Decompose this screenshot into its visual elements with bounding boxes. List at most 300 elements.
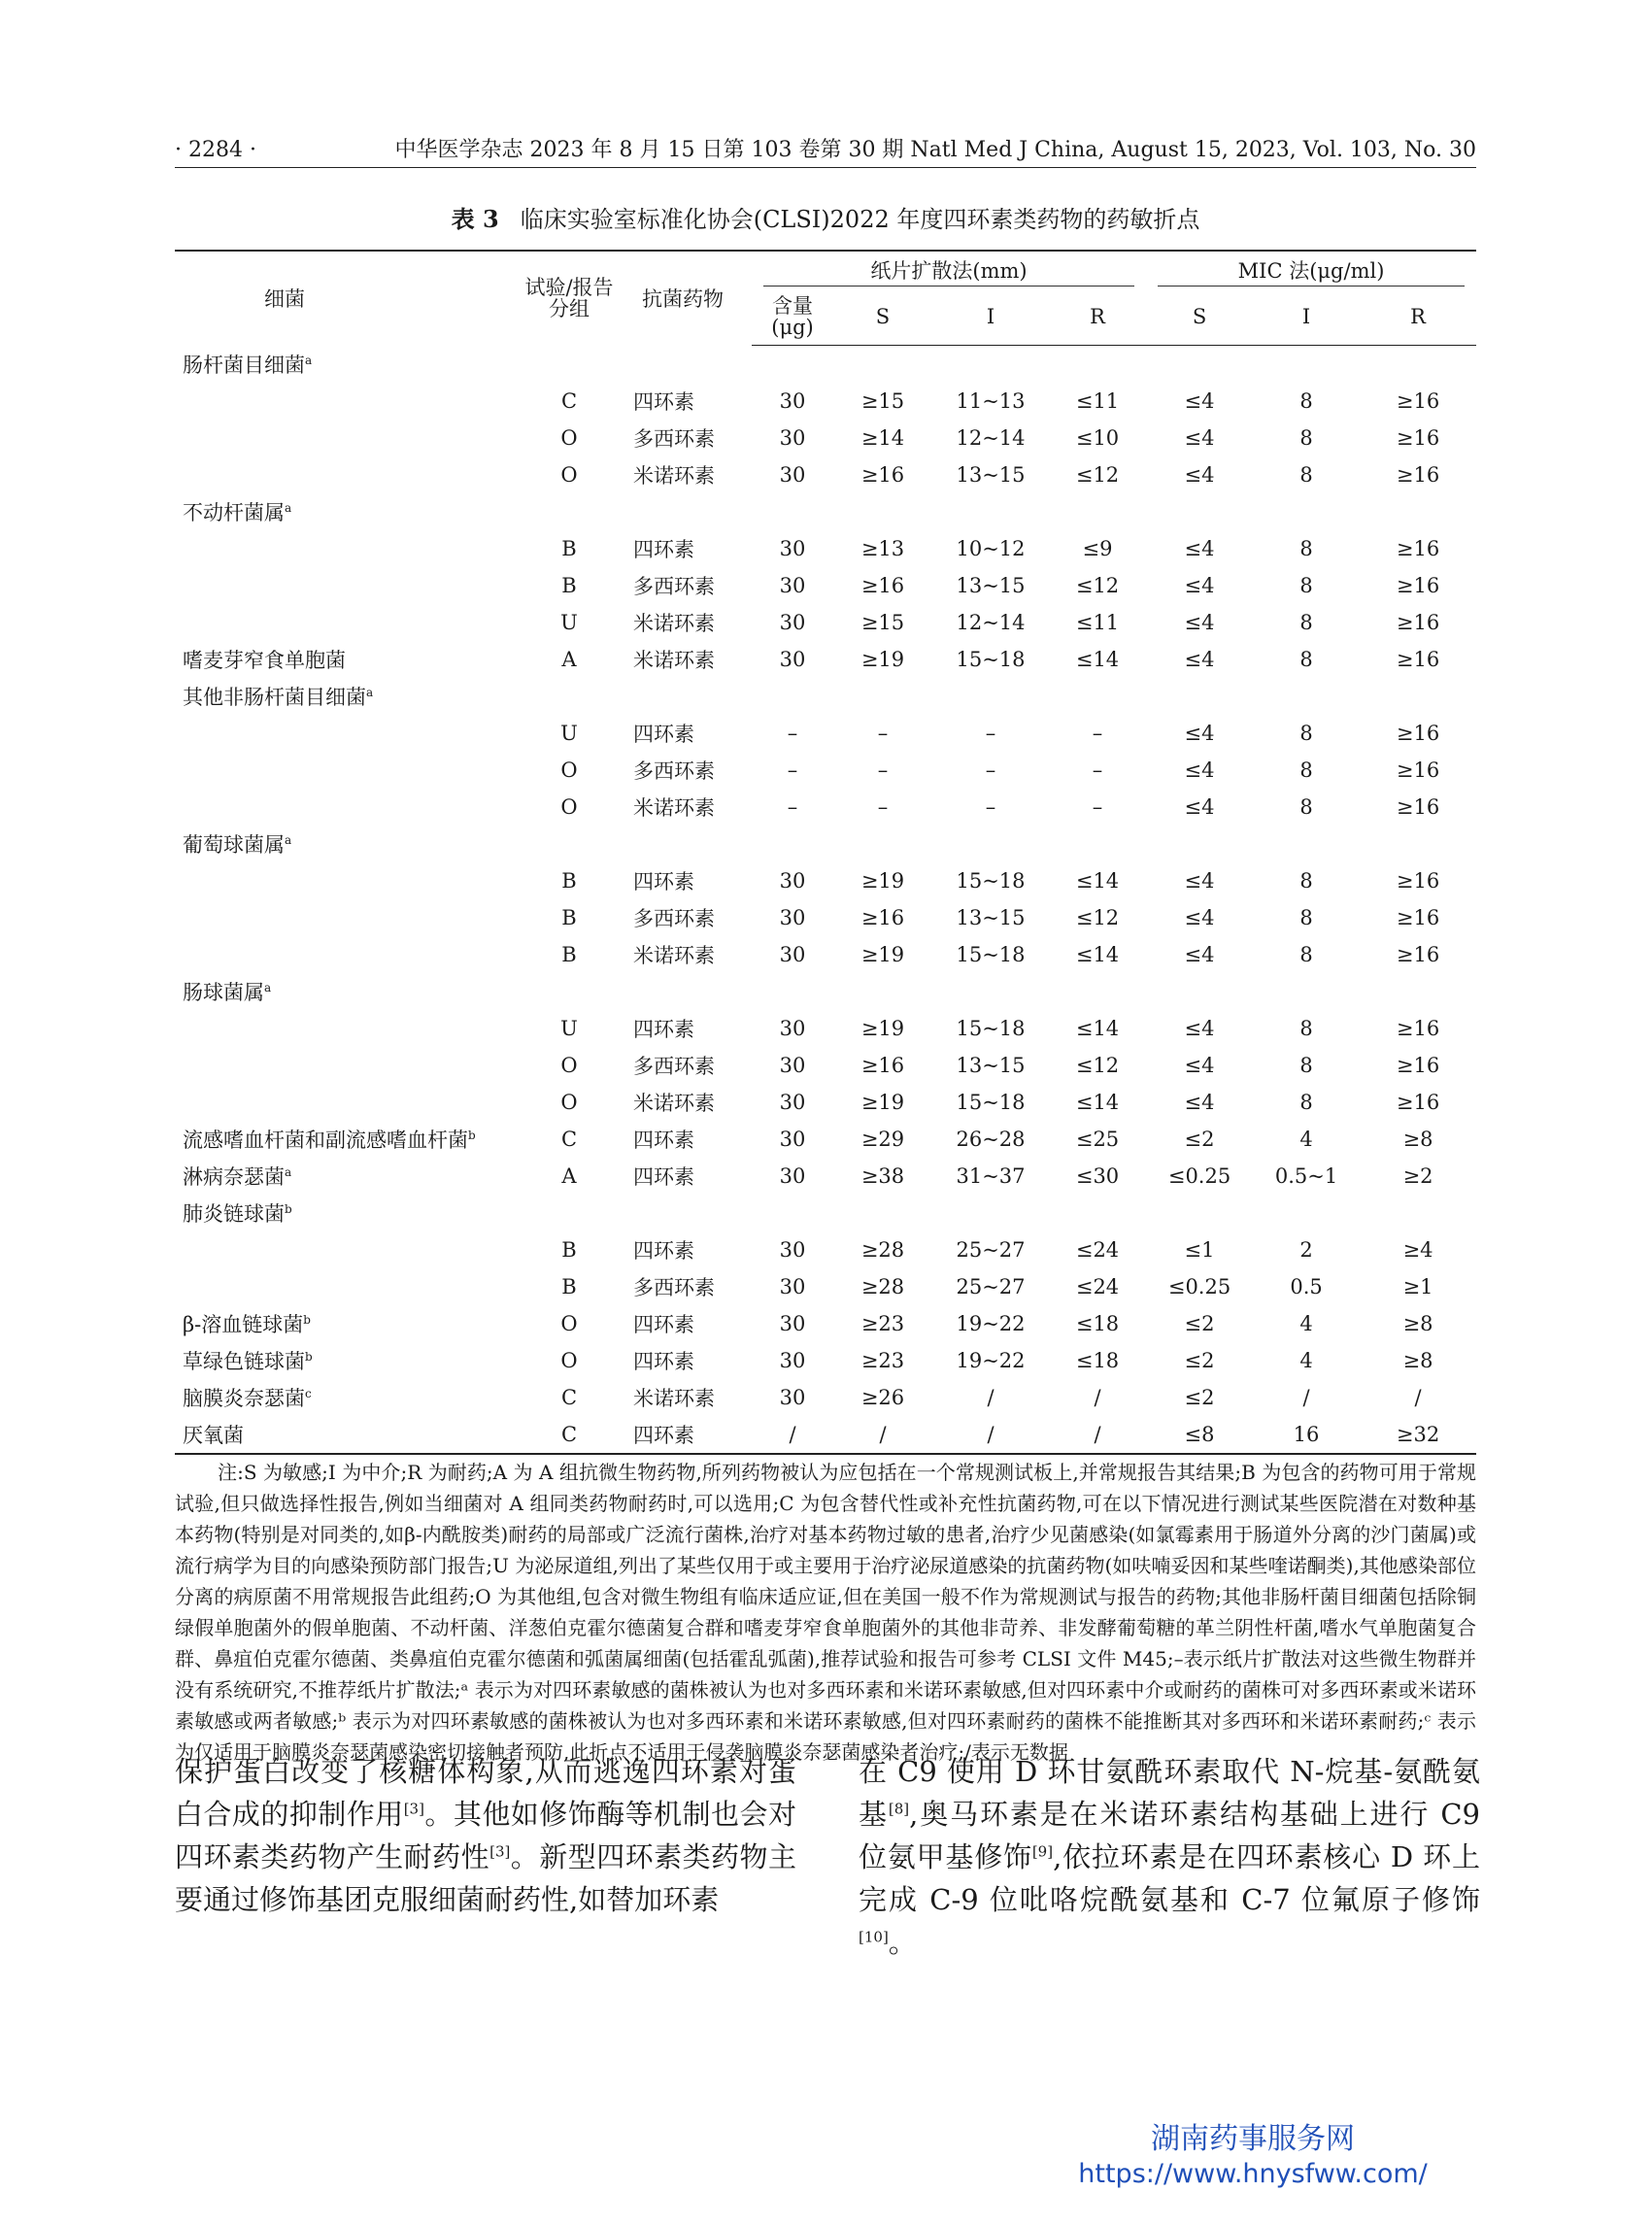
mic-s-cell bbox=[1146, 493, 1253, 530]
disk-s-cell bbox=[833, 493, 932, 530]
page-number: · 2284 · bbox=[175, 138, 256, 162]
content-cell: 30 bbox=[779, 906, 806, 929]
drug-cell: 多西环素 bbox=[633, 427, 715, 451]
disk-s-cell: ≥19 bbox=[860, 1017, 905, 1040]
disk-i-cell: 13~15 bbox=[956, 574, 1026, 597]
disk-s-cell: ≥23 bbox=[860, 1312, 905, 1335]
mic-r-cell bbox=[1360, 1195, 1476, 1231]
disk-i-cell: 26~28 bbox=[956, 1128, 1026, 1151]
drug-row bbox=[175, 530, 1476, 567]
group-cell: A bbox=[561, 648, 577, 671]
disk-s-cell: ≥16 bbox=[860, 463, 905, 487]
mic-s-cell: ≤4 bbox=[1184, 389, 1215, 413]
group-cell: B bbox=[561, 537, 577, 560]
bacteria-name-cell bbox=[175, 715, 524, 752]
group-cell: A bbox=[561, 1164, 577, 1188]
content-cell: 30 bbox=[779, 463, 806, 487]
disk-r-cell: ≤14 bbox=[1075, 648, 1120, 671]
bacteria-name-cell bbox=[175, 456, 524, 493]
citation-ref: [9] bbox=[1031, 1842, 1054, 1861]
group-cell: B bbox=[561, 1238, 577, 1262]
disk-s-cell: ≥14 bbox=[860, 426, 905, 450]
content-cell: 30 bbox=[779, 1017, 806, 1040]
bacteria-row bbox=[175, 346, 1476, 384]
bacteria-name-cell bbox=[175, 1084, 524, 1121]
content-cell bbox=[752, 973, 833, 1010]
mic-s-cell: ≤4 bbox=[1184, 574, 1215, 597]
disk-r-cell bbox=[1049, 973, 1146, 1010]
disk-r-cell: ≤10 bbox=[1075, 426, 1120, 450]
disk-r-cell: ≤18 bbox=[1075, 1349, 1120, 1372]
disk-i-cell bbox=[932, 973, 1049, 1010]
group-cell bbox=[524, 346, 614, 384]
disk-s-cell: ≥28 bbox=[860, 1238, 905, 1262]
citation-ref: [8] bbox=[888, 1800, 910, 1818]
drug-cell: 四环素 bbox=[633, 1350, 694, 1373]
group-cell: C bbox=[560, 1386, 578, 1409]
drug-cell: 四环素 bbox=[633, 1239, 694, 1263]
drug-row bbox=[175, 383, 1476, 420]
content-cell bbox=[752, 346, 833, 384]
disk-i-cell: 15~18 bbox=[956, 943, 1026, 966]
group-cell bbox=[524, 678, 614, 715]
bacteria-name-cell: β-溶血链球菌$^b$ bbox=[183, 1313, 311, 1336]
mic-s-cell: ≤8 bbox=[1146, 1416, 1253, 1454]
table-title: 临床实验室标准化协会(CLSI)2022 年度四环素类药物的药敏折点 bbox=[520, 206, 1200, 233]
disk-s-cell: / bbox=[833, 1416, 932, 1454]
bacteria-name-cell bbox=[175, 1268, 524, 1305]
mic-i-cell: 8 bbox=[1299, 648, 1313, 671]
citation-ref: [10] bbox=[859, 1928, 889, 1946]
disk-s-cell: ≥26 bbox=[860, 1386, 905, 1409]
disk-s-cell bbox=[833, 346, 932, 384]
group-cell: O bbox=[560, 1349, 578, 1372]
mic-s-cell: ≤2 bbox=[1184, 1312, 1215, 1335]
watermark-site-name: 湖南药事服务网 bbox=[1151, 2122, 1355, 2156]
group-cell: O bbox=[560, 463, 578, 487]
breakpoint-table bbox=[175, 250, 1476, 1455]
mic-s-cell bbox=[1146, 678, 1253, 715]
group-cell: B bbox=[561, 1275, 577, 1298]
mic-s-cell: ≤4 bbox=[1184, 722, 1215, 745]
bacteria-name-cell bbox=[175, 899, 524, 936]
bacteria-name-cell: 肠球菌属$^a$ bbox=[183, 981, 272, 1004]
group-cell: B bbox=[561, 943, 577, 966]
body-text-left-column: 保护蛋白改变了核糖体构象,从而逃逸四环素对蛋白合成的抑制作用[3]。其他如修饰酶等机制也会对四环素类药物产生耐药性[3]。新型四环素类药物主要通过修饰基团克服细菌耐药性,如替加环素 bbox=[175, 1755, 796, 1916]
drug-row bbox=[175, 1231, 1476, 1268]
mic-s-cell: ≤4 bbox=[1184, 1017, 1215, 1040]
disk-r-cell bbox=[1049, 346, 1146, 384]
mic-r-cell bbox=[1360, 826, 1476, 862]
disk-s-cell: ≥15 bbox=[860, 611, 905, 634]
content-cell: 30 bbox=[779, 611, 806, 634]
content-cell: 30 bbox=[779, 1238, 806, 1262]
bacteria-row bbox=[175, 973, 1476, 1010]
drug-cell bbox=[614, 1195, 752, 1231]
disk-i-cell: 15~18 bbox=[956, 869, 1026, 893]
group-cell bbox=[524, 973, 614, 1010]
header-bacteria: 细菌 bbox=[175, 251, 524, 346]
disk-s-cell bbox=[833, 826, 932, 862]
drug-row bbox=[175, 456, 1476, 493]
mic-s-cell: ≤1 bbox=[1184, 1238, 1215, 1262]
disk-i-cell: 25~27 bbox=[956, 1275, 1026, 1298]
content-cell: / bbox=[752, 1416, 833, 1454]
header-disk-r: R bbox=[1049, 288, 1146, 346]
mic-r-cell: ≥16 bbox=[1396, 795, 1440, 819]
mic-r-cell: ≥16 bbox=[1396, 1017, 1440, 1040]
disk-i-cell bbox=[932, 493, 1049, 530]
disk-r-cell: ≤9 bbox=[1082, 537, 1113, 560]
mic-i-cell: 0.5~1 bbox=[1274, 1164, 1338, 1188]
group-cell: U bbox=[560, 611, 578, 634]
mic-s-cell: ≤4 bbox=[1184, 943, 1215, 966]
mic-s-cell: ≤2 bbox=[1184, 1386, 1215, 1409]
bacteria-name-cell bbox=[175, 383, 524, 420]
content-cell: 30 bbox=[779, 1164, 806, 1188]
mic-r-cell: ≥8 bbox=[1402, 1349, 1433, 1372]
content-cell: 30 bbox=[779, 426, 806, 450]
disk-r-cell: ≤14 bbox=[1075, 943, 1120, 966]
citation-ref: [3] bbox=[489, 1842, 511, 1861]
citation-ref: [3] bbox=[403, 1800, 424, 1818]
mic-i-cell: 8 bbox=[1299, 611, 1313, 634]
disk-s-cell: – bbox=[877, 795, 889, 819]
disk-r-cell: – bbox=[1092, 759, 1103, 782]
mic-s-cell: ≤4 bbox=[1184, 869, 1215, 893]
content-cell bbox=[752, 1195, 833, 1231]
mic-s-cell: ≤0.25 bbox=[1167, 1275, 1231, 1298]
drug-cell: 米诺环素 bbox=[633, 649, 715, 672]
disk-r-cell: ≤14 bbox=[1075, 1017, 1120, 1040]
header-mic-s: S bbox=[1146, 288, 1253, 346]
bacteria-name-cell bbox=[175, 1047, 524, 1084]
mic-i-cell bbox=[1253, 973, 1360, 1010]
bacteria-name-cell bbox=[175, 789, 524, 826]
content-cell: – bbox=[787, 759, 798, 782]
mic-i-cell: 8 bbox=[1299, 1017, 1313, 1040]
drug-cell: 米诺环素 bbox=[633, 612, 715, 635]
bacteria-name-cell bbox=[175, 936, 524, 973]
mic-i-cell: 16 bbox=[1253, 1416, 1360, 1454]
header-mic: MIC 法(μg/ml) bbox=[1146, 251, 1476, 288]
mic-i-cell: 8 bbox=[1299, 463, 1313, 487]
mic-r-cell: ≥16 bbox=[1396, 426, 1440, 450]
mic-r-cell: ≥4 bbox=[1402, 1238, 1433, 1262]
drug-cell: 米诺环素 bbox=[633, 1387, 715, 1410]
disk-s-cell: ≥29 bbox=[860, 1128, 905, 1151]
footnote-text: 注:S 为敏感;I 为中介;R 为耐药;A 为 A 组抗微生物药物,所列药物被认为应包括在一个常规测试板上,并常规报告其结果;B 为包含的药物可用于常规试验,但只做选择性报告,例如当细菌对 A 组同类药物耐药时,可以选用;C 为包含替代性或补充性抗菌药物,可在以下情况进行测试某些医院潜在对数种基本药物(特别是对同类的,如β-内酰胺类)耐药的局部或广泛流行菌株,治疗对基本药物过敏的患者,治疗少见菌感染(如氯霉素用于肠道外分离的沙门菌属)或流行病学为目的向感染预防部门报告;U 为泌尿道组,列出了某些仅用于或主要用于治疗泌尿道感染的抗菌药物(如呋喃妥因和某些喹诺酮类),其他感染部位分离的病原菌不用常规报告此组药;O 为其他组,包含对微生物组有临床适应证,但在美国一般不作为常规测试与报告的药物;其他非肠杆菌目细菌包括除铜绿假单胞菌外的假单胞菌、不动杆菌、洋葱伯克霍尔德菌复合群和嗜麦芽窄食单胞菌外的其他非苛养、非发酵葡萄糖的革兰阴性杆菌,嗜水气单胞菌复合群、鼻疽伯克霍尔德菌、类鼻疽伯克霍尔德菌和弧菌属细菌(包括霍乱弧菌),推荐试验和报告可参考 CLSI 文件 M45;–表示纸片扩散法对这些微生物群并没有系统研究,不推荐纸片扩散法;ᵃ 表示为对四环素敏感的菌株被认为也对多西环素和米诺环素敏感,但对四环素中介或耐药的菌株可对多西环素或米诺环素敏感或两者敏感;ᵇ 表示为对四环素敏感的菌株被认为也对多西环素和米诺环素敏感,但对四环素耐药的菌株不能推断其对多西环和米诺环素耐药;ᶜ 表示为仅适用于脑膜炎奈瑟菌感染密切接触者预防,此折点不适用于侵袭脑膜炎奈瑟菌感染者治疗;/表示无数据 bbox=[175, 1461, 1476, 1764]
content-cell: 30 bbox=[779, 1312, 806, 1335]
disk-r-cell: / bbox=[1094, 1386, 1101, 1409]
disk-i-cell: 12~14 bbox=[956, 611, 1026, 634]
mic-i-cell: 8 bbox=[1299, 574, 1313, 597]
disk-r-cell: ≤12 bbox=[1075, 1054, 1120, 1077]
watermark-url[interactable]: https://www.hnysfww.com/ bbox=[1078, 2159, 1428, 2189]
mic-r-cell bbox=[1360, 678, 1476, 715]
drug-cell bbox=[614, 678, 752, 715]
mic-i-cell bbox=[1253, 493, 1360, 530]
mic-r-cell: ≥16 bbox=[1396, 537, 1440, 560]
drug-row bbox=[175, 715, 1476, 752]
bacteria-name-cell: 嗜麦芽窄食单胞菌 bbox=[183, 649, 346, 672]
disk-i-cell: / bbox=[932, 1416, 1049, 1454]
drug-cell bbox=[614, 973, 752, 1010]
mic-r-cell: ≥16 bbox=[1396, 389, 1440, 413]
mic-s-cell bbox=[1146, 1195, 1253, 1231]
disk-r-cell bbox=[1049, 826, 1146, 862]
disk-i-cell bbox=[932, 678, 1049, 715]
disk-r-cell: ≤30 bbox=[1075, 1164, 1120, 1188]
group-cell: O bbox=[560, 1091, 578, 1114]
disk-r-cell: ≤24 bbox=[1075, 1238, 1120, 1262]
mic-s-cell: ≤4 bbox=[1184, 463, 1215, 487]
drug-row bbox=[175, 899, 1476, 936]
mic-s-cell: ≤4 bbox=[1184, 648, 1215, 671]
table-caption bbox=[175, 204, 1476, 235]
disk-i-cell: 11~13 bbox=[956, 389, 1026, 413]
bacteria-name-cell: 流感嗜血杆菌和副流感嗜血杆菌$^b$ bbox=[183, 1129, 476, 1152]
running-header bbox=[175, 134, 1476, 168]
drug-cell: 四环素 bbox=[633, 538, 694, 561]
group-cell: O bbox=[560, 426, 578, 450]
mic-r-cell: ≥2 bbox=[1402, 1164, 1433, 1188]
mic-s-cell: ≤4 bbox=[1184, 426, 1215, 450]
disk-i-cell: 13~15 bbox=[956, 906, 1026, 929]
group-cell: C bbox=[560, 389, 578, 413]
disk-i-cell: 15~18 bbox=[956, 1017, 1026, 1040]
disk-r-cell: ≤18 bbox=[1075, 1312, 1120, 1335]
mic-i-cell: 2 bbox=[1299, 1238, 1313, 1262]
disk-s-cell: ≥19 bbox=[860, 1091, 905, 1114]
drug-row bbox=[175, 862, 1476, 899]
group-cell bbox=[524, 1195, 614, 1231]
drug-row bbox=[175, 420, 1476, 456]
bacteria-name-cell: 厌氧菌 bbox=[175, 1416, 524, 1454]
disk-s-cell: – bbox=[877, 759, 889, 782]
drug-cell: 四环素 bbox=[633, 1129, 694, 1152]
bacteria-row bbox=[175, 641, 1476, 678]
disk-i-cell: 12~14 bbox=[956, 426, 1026, 450]
bacteria-row bbox=[175, 1195, 1476, 1231]
mic-i-cell: 8 bbox=[1299, 869, 1313, 893]
drug-cell: 米诺环素 bbox=[633, 944, 715, 967]
drug-cell bbox=[614, 826, 752, 862]
bacteria-name-cell bbox=[175, 1231, 524, 1268]
mic-s-cell: ≤2 bbox=[1184, 1349, 1215, 1372]
drug-cell: 四环素 bbox=[633, 390, 694, 414]
bacteria-name-cell: 脑膜炎奈瑟菌$^c$ bbox=[183, 1387, 312, 1410]
mic-r-cell: ≥8 bbox=[1402, 1128, 1433, 1151]
mic-i-cell: 8 bbox=[1299, 389, 1313, 413]
drug-row bbox=[175, 789, 1476, 826]
disk-r-cell: ≤12 bbox=[1075, 574, 1120, 597]
header-disk-i: I bbox=[932, 288, 1049, 346]
body-text-right-column: 在 C9 使用 D 环甘氨酰环素取代 N-烷基-氨酰氨基[8],奥马环素是在米诺环素结构基础上进行 C9 位氨甲基修饰[9],依拉环素是在四环素核心 D 环上完成 C-9 位吡咯烷酰氨基和 C-7 位氟原子修饰[10]。 bbox=[859, 1755, 1480, 1959]
bacteria-name-cell: 葡萄球菌属$^a$ bbox=[183, 833, 292, 857]
content-cell: 30 bbox=[779, 1091, 806, 1114]
group-cell bbox=[524, 826, 614, 862]
drug-cell: 四环素 bbox=[633, 870, 694, 893]
mic-r-cell bbox=[1360, 493, 1476, 530]
disk-r-cell: ≤14 bbox=[1075, 869, 1120, 893]
mic-r-cell: / bbox=[1414, 1386, 1422, 1409]
mic-r-cell: ≥16 bbox=[1396, 869, 1440, 893]
mic-r-cell: ≥16 bbox=[1396, 611, 1440, 634]
disk-i-cell: 13~15 bbox=[956, 1054, 1026, 1077]
drug-row bbox=[175, 604, 1476, 641]
header-mic-i: I bbox=[1253, 288, 1360, 346]
drug-cell: 多西环素 bbox=[633, 575, 715, 598]
mic-i-cell: 8 bbox=[1299, 537, 1313, 560]
bacteria-row bbox=[175, 1305, 1476, 1342]
mic-r-cell: ≥8 bbox=[1402, 1312, 1433, 1335]
drug-cell: 米诺环素 bbox=[633, 1092, 715, 1115]
bacteria-row bbox=[175, 1121, 1476, 1158]
bacteria-name-cell: 肠杆菌目细菌$^a$ bbox=[183, 353, 313, 377]
content-cell: 30 bbox=[779, 943, 806, 966]
drug-cell: 四环素 bbox=[633, 723, 694, 746]
drug-row bbox=[175, 752, 1476, 789]
drug-cell: 四环素 bbox=[633, 1313, 694, 1336]
disk-r-cell: ≤24 bbox=[1075, 1275, 1120, 1298]
disk-r-cell: ≤12 bbox=[1075, 463, 1120, 487]
header-mic-r: R bbox=[1360, 288, 1476, 346]
mic-s-cell bbox=[1146, 346, 1253, 384]
content-cell bbox=[752, 826, 833, 862]
disk-i-cell: 13~15 bbox=[956, 463, 1026, 487]
mic-r-cell: ≥1 bbox=[1402, 1275, 1433, 1298]
disk-i-cell: 31~37 bbox=[956, 1164, 1026, 1188]
mic-i-cell: 8 bbox=[1299, 1091, 1313, 1114]
bacteria-name-cell bbox=[175, 567, 524, 604]
content-cell: 30 bbox=[779, 1386, 806, 1409]
disk-i-cell bbox=[932, 346, 1049, 384]
mic-i-cell: 8 bbox=[1299, 906, 1313, 929]
header-content: 含量(μg) bbox=[752, 288, 833, 346]
mic-i-cell: 0.5 bbox=[1290, 1275, 1323, 1298]
disk-r-cell bbox=[1049, 493, 1146, 530]
drug-row bbox=[175, 1084, 1476, 1121]
mic-i-cell bbox=[1253, 1195, 1360, 1231]
mic-s-cell: ≤4 bbox=[1184, 537, 1215, 560]
mic-r-cell: ≥16 bbox=[1396, 463, 1440, 487]
bacteria-row bbox=[175, 1342, 1476, 1379]
header-group: 试验/报告分组 bbox=[524, 251, 614, 346]
disk-i-cell: 15~18 bbox=[956, 648, 1026, 671]
content-cell: 30 bbox=[779, 869, 806, 893]
disk-r-cell bbox=[1049, 678, 1146, 715]
drug-cell: 多西环素 bbox=[633, 1055, 715, 1078]
disk-i-cell bbox=[932, 826, 1049, 862]
content-cell: 30 bbox=[779, 1128, 806, 1151]
disk-s-cell: ≥16 bbox=[860, 574, 905, 597]
mic-i-cell bbox=[1253, 346, 1360, 384]
disk-r-cell: – bbox=[1092, 722, 1103, 745]
disk-s-cell bbox=[833, 973, 932, 1010]
mic-s-cell: ≤4 bbox=[1184, 611, 1215, 634]
disk-i-cell: 19~22 bbox=[956, 1312, 1026, 1335]
bacteria-name-cell bbox=[175, 530, 524, 567]
bacteria-row bbox=[175, 1416, 1476, 1454]
group-cell: B bbox=[561, 869, 577, 893]
mic-i-cell: 8 bbox=[1299, 1054, 1313, 1077]
bacteria-row bbox=[175, 1379, 1476, 1416]
disk-i-cell: – bbox=[985, 722, 996, 745]
mic-r-cell: ≥16 bbox=[1396, 1091, 1440, 1114]
drug-cell: 四环素 bbox=[614, 1416, 752, 1454]
content-cell: 30 bbox=[779, 1275, 806, 1298]
content-cell: – bbox=[787, 795, 798, 819]
mic-r-cell: ≥16 bbox=[1396, 906, 1440, 929]
disk-s-cell: ≥13 bbox=[860, 537, 905, 560]
watermark bbox=[1029, 2121, 1476, 2191]
mic-r-cell: ≥16 bbox=[1396, 1054, 1440, 1077]
disk-r-cell bbox=[1049, 1195, 1146, 1231]
mic-s-cell: ≤4 bbox=[1184, 1054, 1215, 1077]
group-cell: O bbox=[560, 1054, 578, 1077]
drug-cell bbox=[614, 493, 752, 530]
content-cell: 30 bbox=[779, 1054, 806, 1077]
mic-s-cell bbox=[1146, 973, 1253, 1010]
disk-r-cell: ≤25 bbox=[1075, 1128, 1120, 1151]
mic-i-cell: 4 bbox=[1299, 1312, 1313, 1335]
disk-s-cell bbox=[833, 1195, 932, 1231]
content-cell: 30 bbox=[779, 574, 806, 597]
bacteria-row bbox=[175, 826, 1476, 862]
disk-s-cell: ≥19 bbox=[860, 943, 905, 966]
content-cell: 30 bbox=[779, 1349, 806, 1372]
drug-cell: 多西环素 bbox=[633, 907, 715, 930]
disk-s-cell: – bbox=[877, 722, 889, 745]
drug-row bbox=[175, 936, 1476, 973]
content-cell: 30 bbox=[779, 648, 806, 671]
table-label: 表 3 bbox=[451, 205, 499, 233]
bacteria-name-cell: 肺炎链球菌$^b$ bbox=[183, 1202, 292, 1226]
drug-cell: 米诺环素 bbox=[633, 796, 715, 820]
mic-i-cell: / bbox=[1302, 1386, 1310, 1409]
bacteria-name-cell bbox=[175, 1010, 524, 1047]
mic-i-cell bbox=[1253, 678, 1360, 715]
bacteria-name-cell bbox=[175, 604, 524, 641]
header-disk-diffusion: 纸片扩散法(mm) bbox=[752, 251, 1146, 288]
content-cell: 30 bbox=[779, 389, 806, 413]
disk-r-cell: ≤14 bbox=[1075, 1091, 1120, 1114]
mic-s-cell: ≤0.25 bbox=[1167, 1164, 1231, 1188]
disk-s-cell: ≥16 bbox=[860, 906, 905, 929]
bacteria-name-cell: 其他非肠杆菌目细菌$^a$ bbox=[183, 686, 374, 709]
content-cell: – bbox=[787, 722, 798, 745]
disk-r-cell: ≤12 bbox=[1075, 906, 1120, 929]
table-footnote bbox=[175, 1457, 1476, 1768]
disk-r-cell: ≤11 bbox=[1075, 611, 1120, 634]
disk-i-cell: 19~22 bbox=[956, 1349, 1026, 1372]
mic-i-cell: 8 bbox=[1299, 722, 1313, 745]
bacteria-name-cell: 淋病奈瑟菌$^a$ bbox=[183, 1165, 292, 1189]
mic-r-cell bbox=[1360, 973, 1476, 1010]
bacteria-name-cell: 不动杆菌属$^a$ bbox=[183, 501, 292, 524]
group-cell: B bbox=[561, 906, 577, 929]
journal-citation: 中华医学杂志 2023 年 8 月 15 日第 103 卷第 30 期 Natl Med J China, August 15, 2023, Vol. 103, No. 30 bbox=[394, 138, 1476, 162]
content-cell: 30 bbox=[779, 537, 806, 560]
disk-r-cell: – bbox=[1092, 795, 1103, 819]
bacteria-name-cell: 草绿色链球菌$^b$ bbox=[183, 1350, 313, 1373]
mic-r-cell: ≥16 bbox=[1396, 574, 1440, 597]
disk-s-cell: ≥15 bbox=[860, 389, 905, 413]
content-cell bbox=[752, 493, 833, 530]
disk-s-cell: ≥38 bbox=[860, 1164, 905, 1188]
disk-i-cell: 25~27 bbox=[956, 1238, 1026, 1262]
